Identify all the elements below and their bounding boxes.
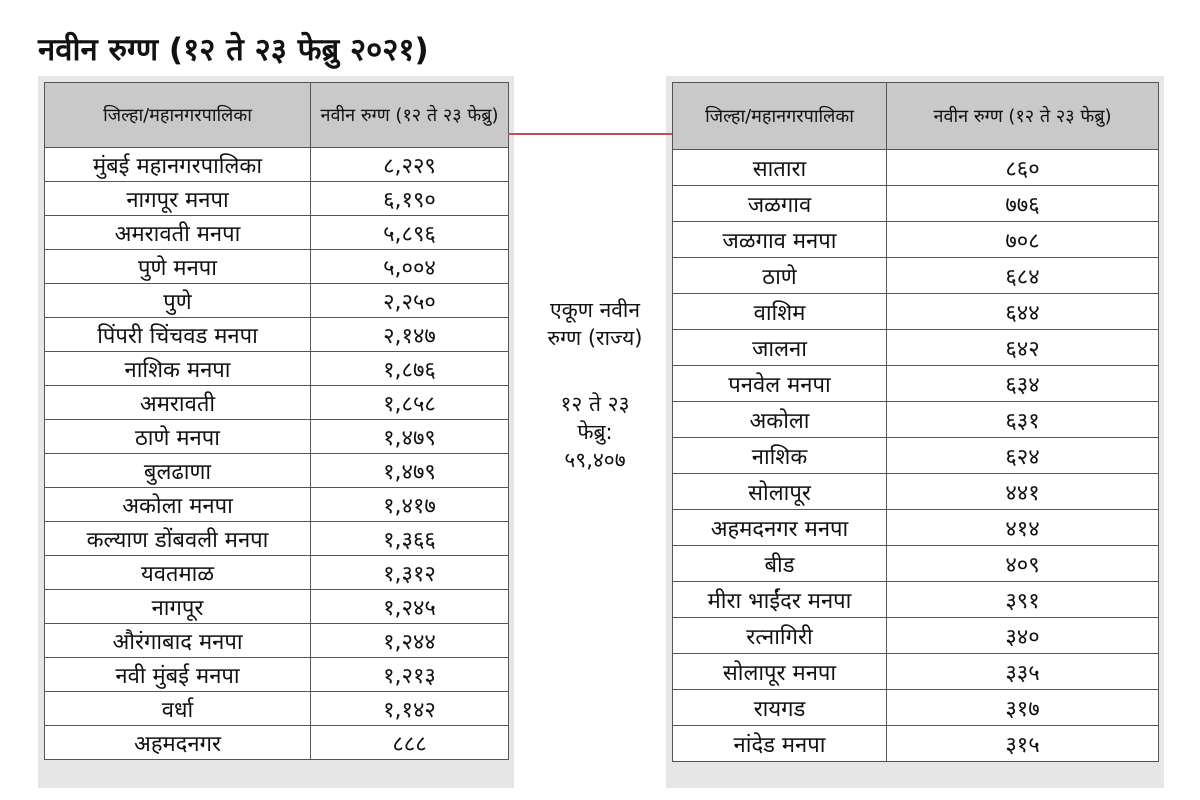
district-cell: पुणे bbox=[45, 284, 311, 318]
cases-cell: ७७६ bbox=[887, 186, 1159, 222]
district-cell: बीड bbox=[673, 546, 887, 582]
cases-cell: ६८४ bbox=[887, 258, 1159, 294]
table-row bbox=[673, 618, 1159, 654]
district-column-header: जिल्हा/महानगरपालिका bbox=[673, 83, 887, 150]
table-row bbox=[673, 726, 1159, 762]
district-cell: नागपूर bbox=[45, 590, 311, 624]
table-row bbox=[45, 556, 509, 590]
table-row bbox=[673, 258, 1159, 294]
new-cases-column-header: नवीन रुग्ण (१२ ते २३ फेब्रु) bbox=[887, 83, 1159, 150]
cases-cell: ४४१ bbox=[887, 474, 1159, 510]
cases-cell: ६३१ bbox=[887, 402, 1159, 438]
table-row bbox=[45, 454, 509, 488]
table-row bbox=[673, 546, 1159, 582]
table-row bbox=[45, 624, 509, 658]
district-cell: अकोला bbox=[673, 402, 887, 438]
table-header-row bbox=[673, 83, 1159, 150]
district-cell: रत्नागिरी bbox=[673, 618, 887, 654]
state-total-summary bbox=[520, 296, 670, 474]
district-cell: अमरावती bbox=[45, 386, 311, 420]
district-cell: वाशिम bbox=[673, 294, 887, 330]
cases-cell: ६३४ bbox=[887, 366, 1159, 402]
table-row bbox=[673, 366, 1159, 402]
table-row bbox=[673, 186, 1159, 222]
cases-cell: ८८८ bbox=[311, 726, 509, 760]
table-row bbox=[45, 318, 509, 352]
district-cell: नाशिक bbox=[673, 438, 887, 474]
cases-cell: ५,००४ bbox=[311, 250, 509, 284]
district-cell: ठाणे मनपा bbox=[45, 420, 311, 454]
table-header-row bbox=[45, 83, 509, 148]
table-row bbox=[45, 352, 509, 386]
cases-cell: ६४२ bbox=[887, 330, 1159, 366]
connector-line bbox=[508, 133, 672, 135]
cases-cell: १,३६६ bbox=[311, 522, 509, 556]
cases-cell: ७०८ bbox=[887, 222, 1159, 258]
cases-cell: १,२४४ bbox=[311, 624, 509, 658]
cases-cell: २,१४७ bbox=[311, 318, 509, 352]
table-row bbox=[45, 216, 509, 250]
district-cell: अकोला मनपा bbox=[45, 488, 311, 522]
right-cases-table bbox=[672, 82, 1159, 762]
district-cell: पुणे मनपा bbox=[45, 250, 311, 284]
district-cell: ठाणे bbox=[673, 258, 887, 294]
table-row bbox=[673, 222, 1159, 258]
district-cell: कल्याण डोंबवली मनपा bbox=[45, 522, 311, 556]
cases-cell: ६४४ bbox=[887, 294, 1159, 330]
table-row bbox=[45, 148, 509, 182]
district-cell: रायगड bbox=[673, 690, 887, 726]
district-cell: नांदेड मनपा bbox=[673, 726, 887, 762]
cases-cell: ६,१९० bbox=[311, 182, 509, 216]
cases-cell: १,२१३ bbox=[311, 658, 509, 692]
district-cell: नाशिक मनपा bbox=[45, 352, 311, 386]
table-row bbox=[673, 402, 1159, 438]
district-cell: बुलढाणा bbox=[45, 454, 311, 488]
district-cell: जळगाव bbox=[673, 186, 887, 222]
new-cases-column-header: नवीन रुग्ण (१२ ते २३ फेब्रु) bbox=[311, 83, 509, 148]
summary-total-value: ५९,४०७ bbox=[564, 448, 626, 472]
table-row bbox=[45, 420, 509, 454]
cases-cell: ३१५ bbox=[887, 726, 1159, 762]
table-row bbox=[673, 510, 1159, 546]
table-row bbox=[673, 474, 1159, 510]
district-cell: नागपूर मनपा bbox=[45, 182, 311, 216]
table-row bbox=[673, 582, 1159, 618]
district-cell: पिंपरी चिंचवड मनपा bbox=[45, 318, 311, 352]
table-row bbox=[45, 522, 509, 556]
district-cell: अहमदनगर bbox=[45, 726, 311, 760]
table-row bbox=[45, 590, 509, 624]
page-title: नवीन रुग्ण (१२ ते २३ फेब्रु २०२१) bbox=[38, 32, 429, 68]
district-cell: अमरावती मनपा bbox=[45, 216, 311, 250]
table-row bbox=[673, 654, 1159, 690]
cases-cell: ६२४ bbox=[887, 438, 1159, 474]
table-row bbox=[45, 692, 509, 726]
cases-cell: ८,२२९ bbox=[311, 148, 509, 182]
table-row bbox=[673, 330, 1159, 366]
district-cell: मीरा भाईंदर मनपा bbox=[673, 582, 887, 618]
district-cell: पनवेल मनपा bbox=[673, 366, 887, 402]
cases-cell: ३१७ bbox=[887, 690, 1159, 726]
district-cell: नवी मुंबई मनपा bbox=[45, 658, 311, 692]
summary-period-line2: फेब्रु: bbox=[577, 420, 613, 444]
cases-cell: ४१४ bbox=[887, 510, 1159, 546]
district-cell: मुंबई महानगरपालिका bbox=[45, 148, 311, 182]
cases-cell: १,८७६ bbox=[311, 352, 509, 386]
table-row bbox=[45, 386, 509, 420]
district-cell: औरंगाबाद मनपा bbox=[45, 624, 311, 658]
cases-cell: १,२४५ bbox=[311, 590, 509, 624]
district-cell: सातारा bbox=[673, 150, 887, 186]
district-cell: जालना bbox=[673, 330, 887, 366]
district-cell: जळगाव मनपा bbox=[673, 222, 887, 258]
district-cell: वर्धा bbox=[45, 692, 311, 726]
table-row bbox=[673, 294, 1159, 330]
summary-label-line2: रुग्ण (राज्य) bbox=[547, 326, 643, 350]
summary-label-line1: एकूण नवीन bbox=[549, 298, 641, 322]
district-column-header: जिल्हा/महानगरपालिका bbox=[45, 83, 311, 148]
table-row bbox=[45, 284, 509, 318]
cases-cell: १,४१७ bbox=[311, 488, 509, 522]
left-cases-table bbox=[44, 82, 509, 760]
district-cell: सोलापूर मनपा bbox=[673, 654, 887, 690]
cases-cell: ३९१ bbox=[887, 582, 1159, 618]
table-row bbox=[45, 726, 509, 760]
cases-cell: ५,८९६ bbox=[311, 216, 509, 250]
cases-cell: ३४० bbox=[887, 618, 1159, 654]
district-cell: सोलापूर bbox=[673, 474, 887, 510]
cases-cell: १,८५८ bbox=[311, 386, 509, 420]
cases-cell: १,४७९ bbox=[311, 420, 509, 454]
cases-cell: २,२५० bbox=[311, 284, 509, 318]
cases-cell: १,१४२ bbox=[311, 692, 509, 726]
cases-cell: १,४७९ bbox=[311, 454, 509, 488]
table-row bbox=[673, 150, 1159, 186]
cases-cell: ३३५ bbox=[887, 654, 1159, 690]
cases-cell: ४०९ bbox=[887, 546, 1159, 582]
table-row bbox=[45, 488, 509, 522]
cases-cell: १,३१२ bbox=[311, 556, 509, 590]
table-row bbox=[673, 690, 1159, 726]
table-row bbox=[45, 658, 509, 692]
summary-period-line1: १२ ते २३ bbox=[560, 392, 630, 416]
district-cell: यवतमाळ bbox=[45, 556, 311, 590]
table-row bbox=[673, 438, 1159, 474]
district-cell: अहमदनगर मनपा bbox=[673, 510, 887, 546]
table-row bbox=[45, 250, 509, 284]
cases-cell: ८६० bbox=[887, 150, 1159, 186]
table-row bbox=[45, 182, 509, 216]
